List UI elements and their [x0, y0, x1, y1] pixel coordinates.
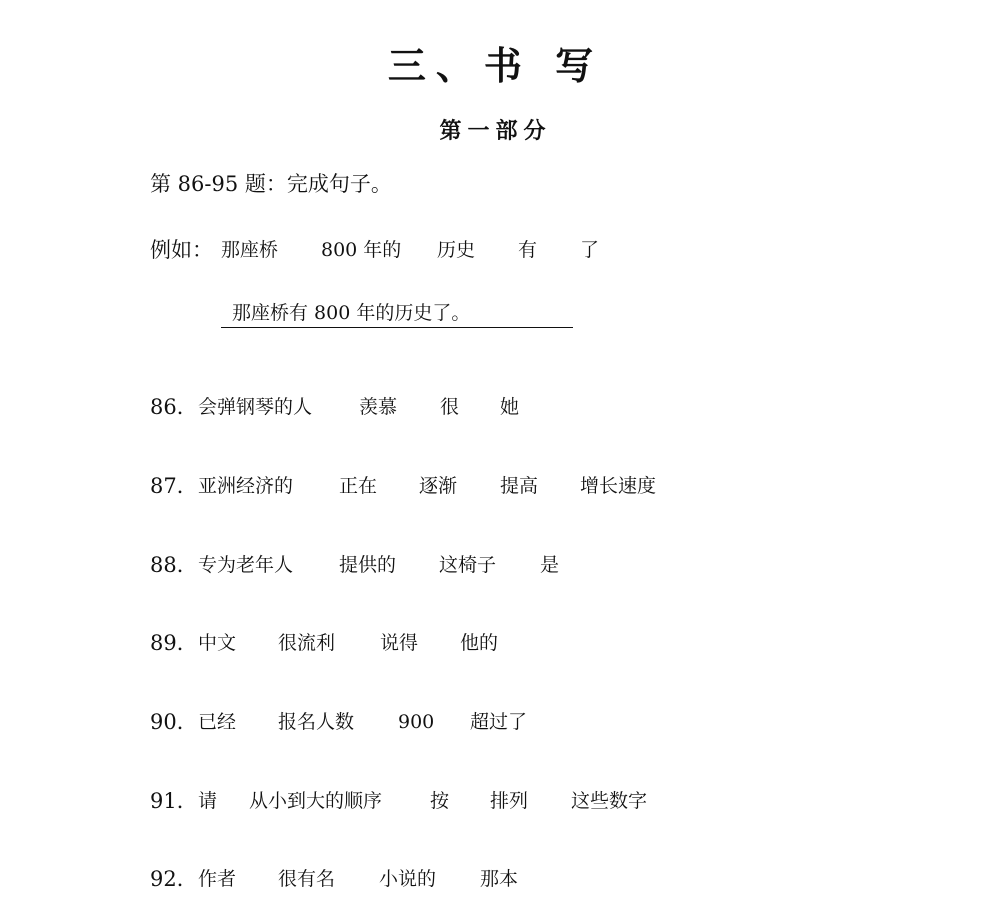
question-number: 90． — [150, 710, 198, 734]
question-number: 89． — [150, 631, 198, 655]
example-word: 800 年的 — [321, 239, 402, 261]
question-word: 逐渐 — [419, 475, 458, 497]
question-number: 88． — [150, 553, 198, 577]
question-word: 很有名 — [278, 868, 336, 890]
example-word: 历史 — [437, 239, 476, 261]
question-word: 这椅子 — [439, 554, 497, 576]
question-word: 亚洲经济的 — [198, 475, 294, 497]
question-word: 他的 — [460, 632, 499, 654]
example-label: 例如： — [150, 238, 213, 262]
question-word: 正在 — [339, 475, 378, 497]
question-word: 那本 — [480, 868, 519, 890]
example-answer: 那座桥有 800 年的历史了。 — [232, 302, 471, 324]
question-word: 是 — [540, 554, 560, 576]
example-word: 那座桥 — [221, 239, 279, 261]
question-word: 增长速度 — [580, 475, 657, 497]
example-word: 了 — [580, 239, 600, 261]
question-word: 超过了 — [470, 711, 528, 733]
question-number: 92． — [150, 867, 198, 891]
question-word: 羡慕 — [359, 396, 398, 418]
question-word: 排列 — [490, 790, 529, 812]
question-word: 报名人数 — [278, 711, 355, 733]
part-title: 第一部分 — [439, 118, 552, 144]
question-word: 已经 — [198, 711, 237, 733]
question-word: 中文 — [198, 632, 237, 654]
question-word: 说得 — [380, 632, 419, 654]
question-word: 按 — [430, 790, 450, 812]
example-word: 有 — [518, 239, 538, 261]
question-word: 会弹钢琴的人 — [198, 396, 313, 418]
question-word: 从小到大的顺序 — [249, 790, 383, 812]
question-word: 900 — [398, 711, 435, 733]
question-word: 她 — [500, 396, 520, 418]
question-word: 请 — [198, 790, 218, 812]
question-number: 86． — [150, 395, 198, 419]
question-word: 专为老年人 — [198, 554, 294, 576]
instruction: 第 86-95 题：完成句子。 — [150, 172, 392, 196]
example-answer-line — [221, 299, 573, 328]
question-word: 作者 — [198, 868, 237, 890]
question-word: 这些数字 — [571, 790, 648, 812]
question-word: 小说的 — [379, 868, 437, 890]
question-number: 91． — [150, 789, 198, 813]
section-title: 三、书 写 — [387, 43, 604, 88]
question-word: 提高 — [500, 475, 539, 497]
question-word: 提供的 — [339, 554, 397, 576]
question-word: 很 — [440, 396, 460, 418]
question-word: 很流利 — [278, 632, 336, 654]
question-number: 87． — [150, 474, 198, 498]
